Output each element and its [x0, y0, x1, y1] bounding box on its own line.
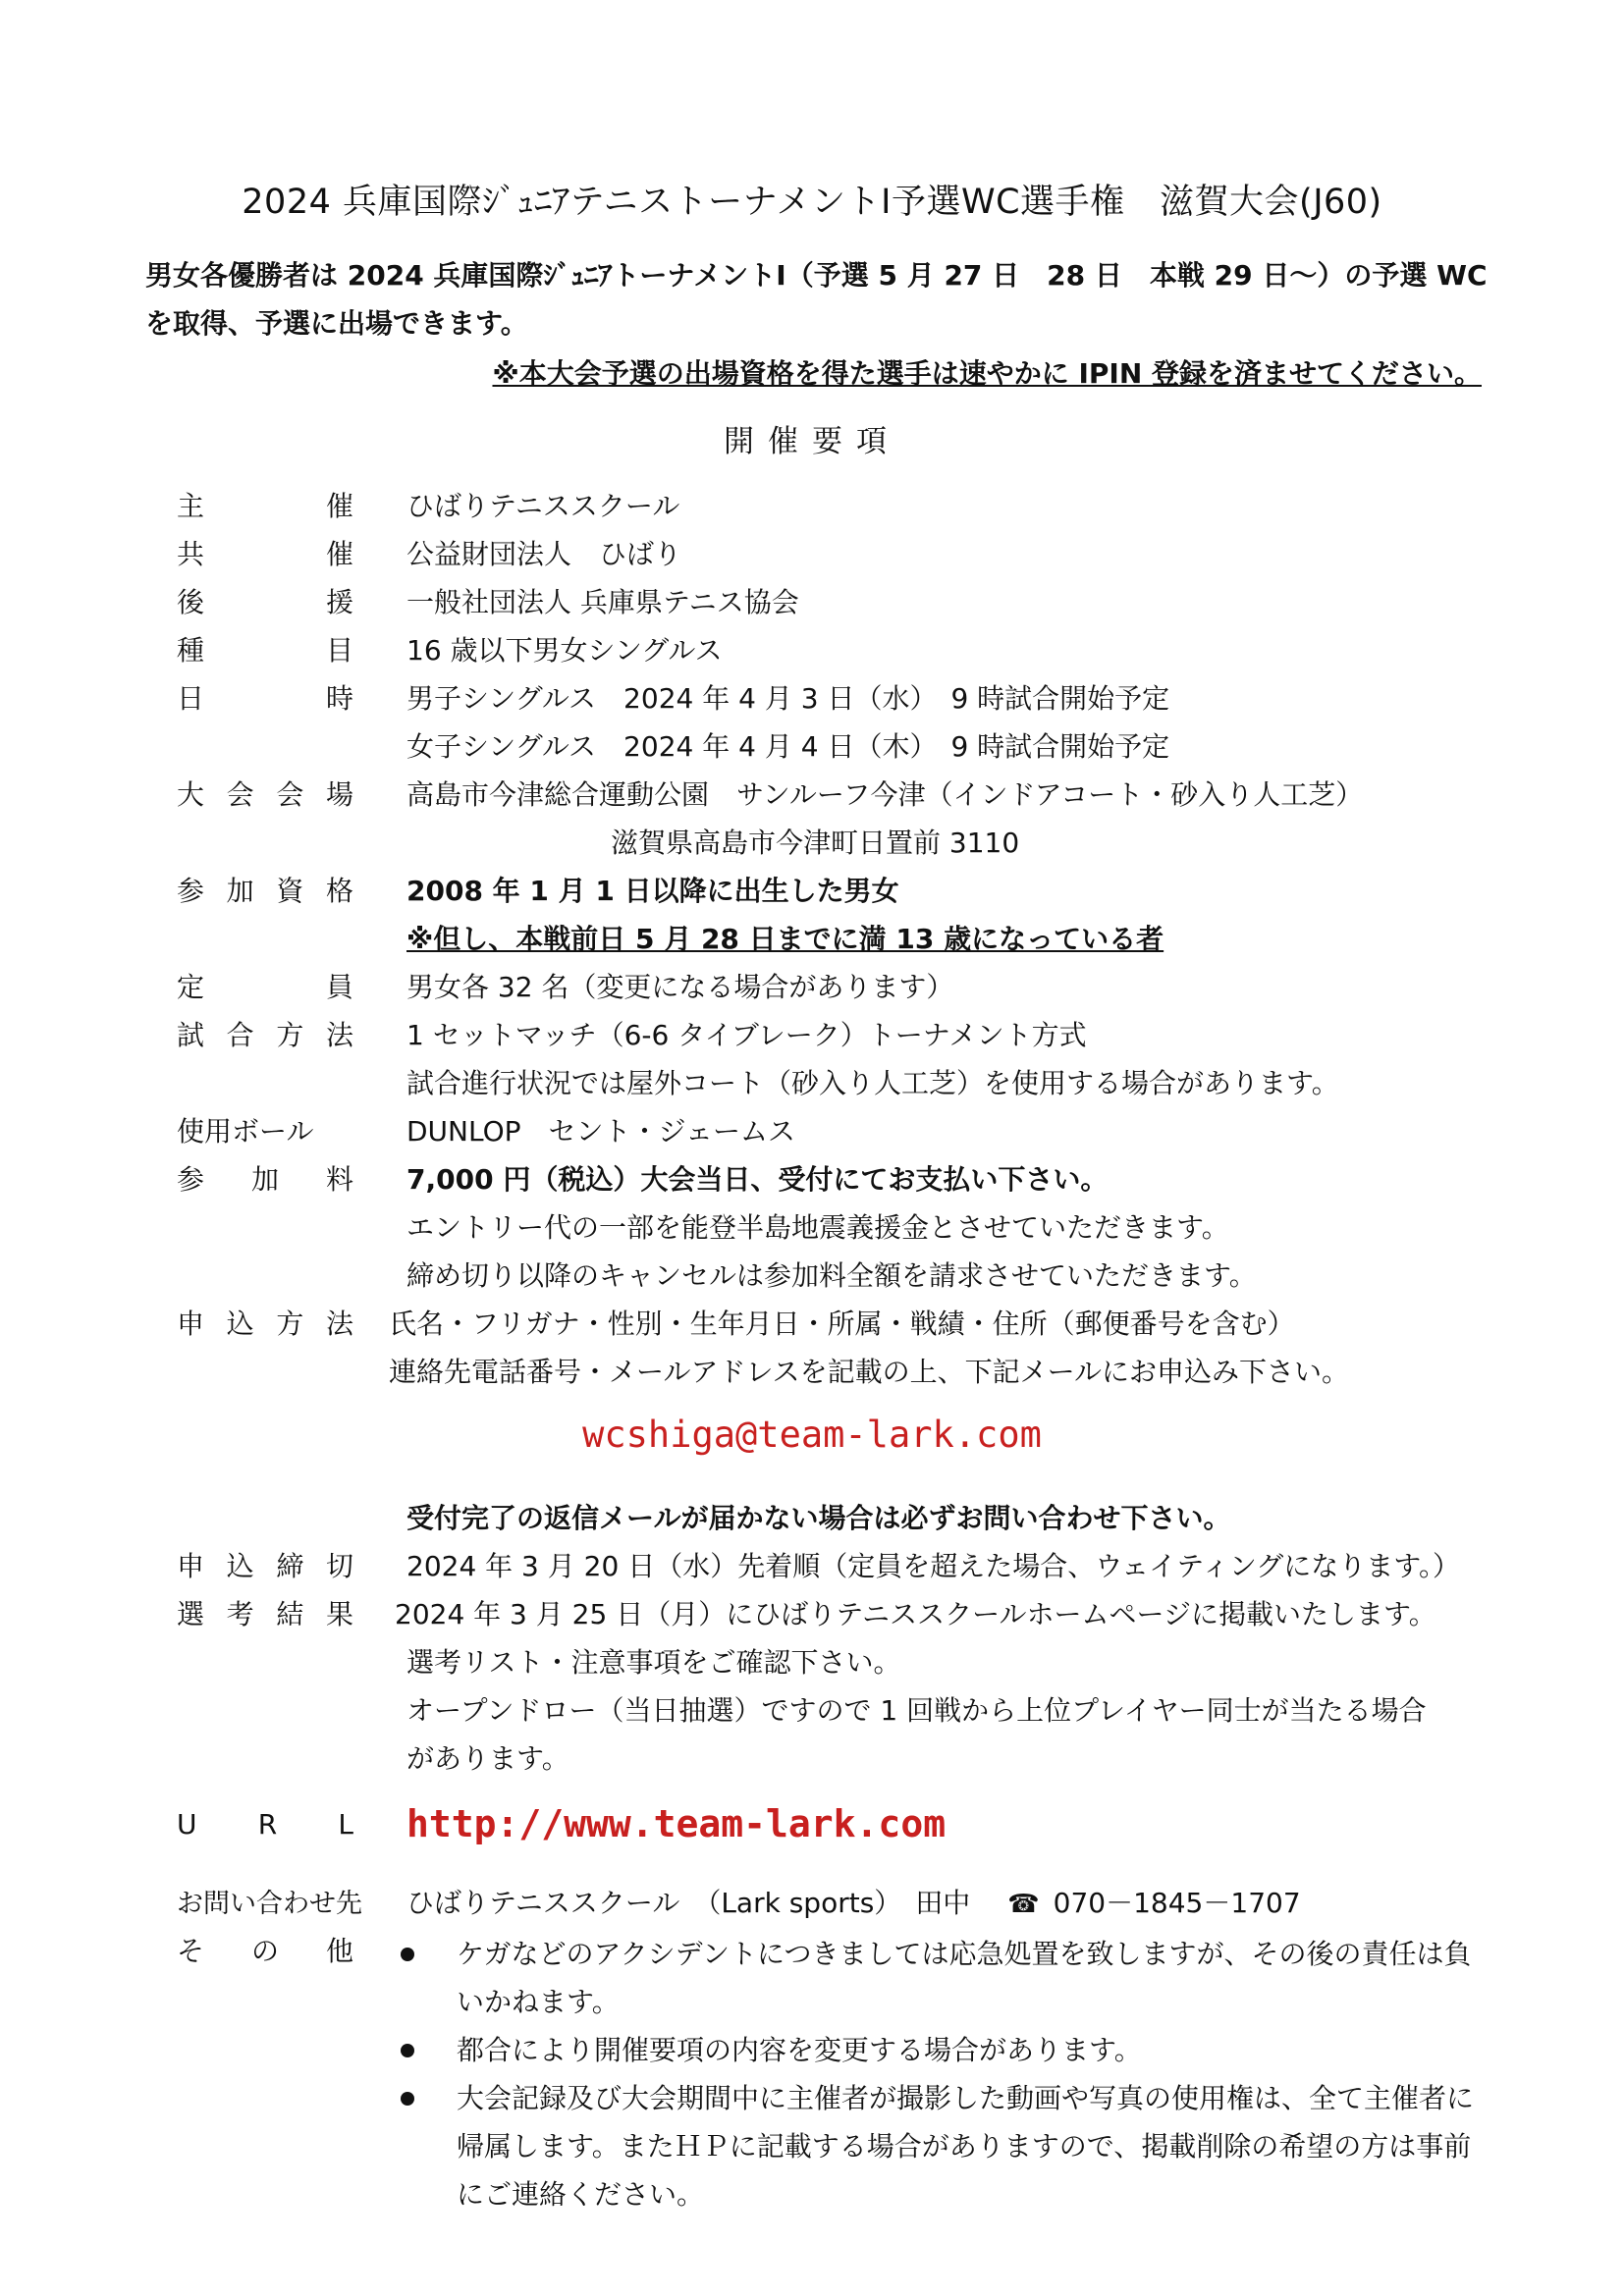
label-char: 目 [325, 634, 353, 667]
fee-amount: 7,000 円（税込）大会当日、受付にてお支払い下さい。 [406, 1163, 1109, 1196]
selection-line3: オープンドロー（当日抽選）ですので 1 回戦から上位プレイヤー同士が当たる場合 [406, 1694, 1427, 1727]
label-char: 方 [276, 1019, 304, 1051]
label-char: 加 [226, 875, 254, 907]
label-char: 申 [177, 1550, 205, 1582]
venue-name: 高島市今津総合運動公園 サンルーフ今津（インドアコート・砂入り人工芝） [406, 778, 1364, 811]
application-line2: 連絡先電話番号・メールアドレスを記載の上、下記メールにお申込み下さい。 [389, 1356, 1350, 1388]
schedule-girls: 女子シングルス 2024 年 4 月 4 日（木） 9 時試合開始予定 [406, 730, 1170, 763]
label-char: 主 [177, 490, 205, 522]
label-char: 法 [325, 1308, 353, 1340]
label-char: 催 [325, 490, 353, 522]
selection-line2: 選考リスト・注意事項をご確認下さい。 [406, 1646, 901, 1679]
label-char: 参 [177, 1163, 205, 1196]
label-url [177, 1808, 353, 1841]
other-bullet-3: 大会記録及び大会期間中に主催者が撮影した動画や写真の使用権は、全て主催者に帰属します。またＨＰに記載する場合がありますので、掲載削除の希望の方は事前にご連絡ください。 [457, 2082, 1475, 2211]
support-value: 一般社団法人 兵庫県テニス協会 [406, 586, 799, 618]
capacity-value: 男女各 32 名（変更になる場合があります） [406, 971, 954, 1003]
intro-paragraph: 男女各優勝者は 2024 兵庫国際ｼﾞｭﾆｱトーナメントⅠ（予選 5 月 27 日 28 日 本戦 29 日～）の予選 WC を取得、予選に出場できます。 [145, 259, 1488, 340]
label-char: 格 [325, 875, 353, 907]
format-line2: 試合進行状況では屋外コート（砂入り人工芝）を使用する場合があります。 [406, 1067, 1339, 1099]
label-text: お問い合わせ先 [177, 1889, 362, 1919]
label-char: 場 [325, 778, 353, 811]
label-char: 込 [226, 1550, 254, 1582]
ball-value: DUNLOP セント・ジェームス [406, 1115, 795, 1148]
label-char: 大 [177, 778, 205, 811]
label-char: 共 [177, 538, 205, 570]
label-support [177, 581, 353, 620]
label-organizer [177, 485, 353, 524]
organizer-value: ひばりテニススクール [406, 490, 680, 522]
label-char: 資 [276, 875, 304, 907]
label-venue [177, 774, 353, 813]
label-char: 参 [177, 875, 205, 907]
bullet-icon [401, 1948, 414, 1961]
website-link[interactable]: http://www.team-lark.com [406, 1802, 947, 1845]
label-eligibility [177, 870, 353, 909]
venue-address: 滋賀県高島市今津町日置前 3110 [611, 827, 1020, 859]
label-char: 申 [177, 1308, 205, 1340]
label-selection [177, 1593, 353, 1632]
section-heading: 開催要項 [724, 424, 900, 459]
label-char: 果 [325, 1598, 353, 1630]
label-char: R [257, 1808, 278, 1841]
contact-line [406, 1882, 1301, 1921]
phone-icon: ☎ [1007, 1890, 1040, 1919]
label-other [177, 1930, 353, 1969]
label-char: 締 [276, 1550, 304, 1582]
document-title: 2024 兵庫国際ｼﾞｭﾆｱテニストーナメントⅠ予選WC選手権 滋賀大会(J60) [242, 183, 1382, 222]
other-bullet-2: 都合により開催要項の内容を変更する場合があります。 [457, 2034, 1142, 2066]
label-char: 込 [226, 1308, 254, 1340]
label-char: 会 [276, 778, 304, 811]
label-char: 切 [325, 1550, 353, 1582]
format-line1: 1 セットマッチ（6-6 タイブレーク）トーナメント方式 [406, 1019, 1087, 1051]
label-event [177, 629, 353, 668]
schedule-boys: 男子シングルス 2024 年 4 月 3 日（水） 9 時試合開始予定 [406, 682, 1170, 715]
label-char: 合 [226, 1019, 254, 1051]
label-char: 加 [250, 1163, 279, 1196]
label-char: 援 [325, 586, 353, 618]
bullet-icon [401, 2044, 414, 2057]
label-char: そ [177, 1935, 205, 1967]
label-char: 会 [226, 778, 254, 811]
ipin-notice: ※本大会予選の出場資格を得た選手は速やかに IPIN 登録を済ませてください。 [492, 357, 1482, 390]
label-char: 日 [177, 682, 205, 715]
label-char: 料 [325, 1163, 353, 1196]
label-char: 員 [325, 971, 353, 1003]
label-co-host [177, 533, 353, 572]
contact-phone: 070－1845－1707 [1053, 1887, 1301, 1919]
contact-name: ひばりテニススクール （Lark sports） 田中 [406, 1887, 971, 1919]
deadline-value: 2024 年 3 月 20 日（水）先着順（定員を超えた場合、ウェイティングになります。） [406, 1550, 1461, 1582]
eligibility-birth: 2008 年 1 月 1 日以降に出生した男女 [406, 875, 899, 907]
application-line1: 氏名・フリガナ・性別・生年月日・所属・戦績・住所（郵便番号を含む） [389, 1308, 1295, 1340]
label-char: 後 [177, 586, 205, 618]
label-schedule [177, 677, 353, 717]
label-application [177, 1303, 353, 1342]
application-email-link[interactable]: wcshiga@team-lark.com [582, 1414, 1042, 1456]
label-contact [177, 1882, 362, 1920]
label-text: 使用ボール [177, 1115, 314, 1148]
label-char: 法 [325, 1019, 353, 1051]
eligibility-age-note: ※但し、本戦前日 5 月 28 日までに満 13 歳になっている者 [406, 923, 1164, 955]
label-char: 種 [177, 634, 205, 667]
label-char: 結 [276, 1598, 304, 1630]
label-char: 他 [325, 1935, 353, 1967]
label-char: 考 [226, 1598, 254, 1630]
co-host-value: 公益財団法人 ひばり [406, 538, 682, 570]
label-ball [177, 1110, 353, 1149]
label-char: 催 [325, 538, 353, 570]
application-reply-note: 受付完了の返信メールが届かない場合は必ずお問い合わせ下さい。 [406, 1502, 1231, 1534]
fee-cancel-note: 締め切り以降のキャンセルは参加料全額を請求させていただきます。 [406, 1259, 1257, 1292]
label-char: 定 [177, 971, 205, 1003]
label-char: L [338, 1808, 353, 1841]
label-char: 方 [276, 1308, 304, 1340]
event-value: 16 歳以下男女シングルス [406, 634, 723, 667]
label-char: U [177, 1808, 197, 1841]
label-format [177, 1014, 353, 1053]
label-capacity [177, 966, 353, 1005]
label-char: 試 [177, 1019, 205, 1051]
label-fee [177, 1158, 353, 1198]
label-char: の [250, 1935, 279, 1967]
fee-donation-note: エントリー代の一部を能登半島地震義援金とさせていただきます。 [406, 1211, 1229, 1244]
label-char: 選 [177, 1598, 205, 1630]
bullet-icon [401, 2092, 414, 2106]
selection-line1: 2024 年 3 月 25 日（月）にひばりテニススクールホームページに掲載いたします。 [395, 1598, 1436, 1630]
label-char: 時 [325, 682, 353, 715]
label-deadline [177, 1545, 353, 1584]
other-bullet-1: ケガなどのアクシデントにつきましては応急処置を致しますが、その後の責任は負いかねます。 [457, 1938, 1472, 2018]
selection-line4: があります。 [406, 1742, 569, 1775]
